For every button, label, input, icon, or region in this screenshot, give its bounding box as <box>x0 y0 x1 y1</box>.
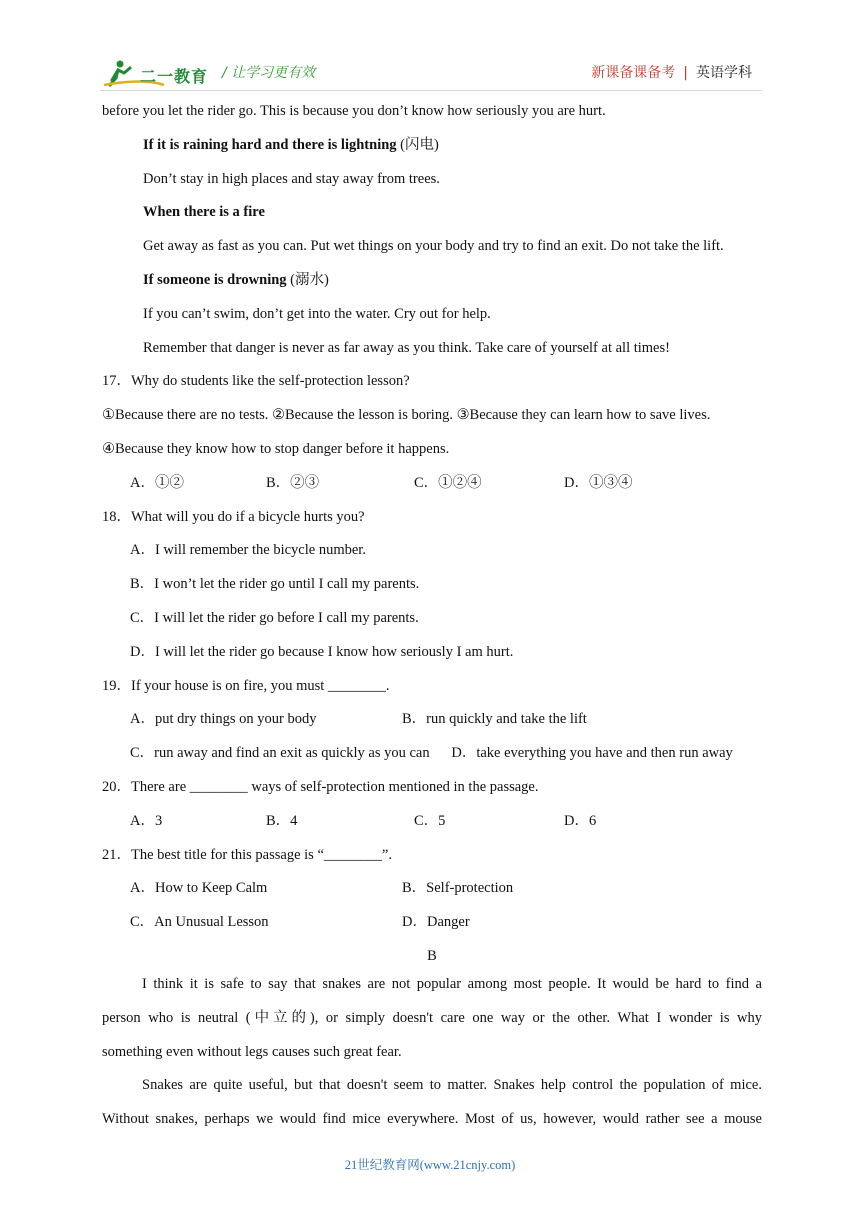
text-line: Get away as fast as you can. Put wet things on your body and try to find an exit. Do not take the lift. <box>143 238 724 255</box>
question-21-options-cd <box>102 914 762 948</box>
text-line: If you can’t swim, don’t get into the water. Cry out for help. <box>143 305 491 322</box>
text-line: Remember that danger is never as far away as you think. Take care of yourself at all times! <box>143 339 670 356</box>
option-c: C．run away and find an exit as quickly as you can <box>130 745 430 762</box>
option-c: C．5 <box>414 812 446 829</box>
question-19-stem: 19．If your house is on fire, you must ________. <box>102 677 390 694</box>
option-a: A．put dry things on your body <box>130 711 317 728</box>
option-b: B．Self-protection <box>402 880 514 897</box>
header-right <box>591 62 752 82</box>
option-d: D．①③④ <box>564 474 633 491</box>
question-19-options-ab <box>102 711 762 745</box>
question-21-stem: 21．The best title for this passage is “________”. <box>102 846 392 863</box>
page-header <box>0 0 860 96</box>
option-a: A．①② <box>130 474 184 491</box>
section-heading: B <box>427 947 437 964</box>
text-line: Don’t stay in high places and stay away from trees. <box>143 170 440 187</box>
logo-text: 二一教育 <box>140 67 209 86</box>
option-d: D．6 <box>564 812 597 829</box>
question-20-options <box>102 813 762 847</box>
subheading-drowning <box>102 272 762 306</box>
option-b: B．②③ <box>266 474 320 491</box>
header-divider <box>100 90 762 91</box>
option-a: A．How to Keep Calm <box>130 880 268 897</box>
page-footer: 21世纪教育网(www.21cnjy.com) <box>344 1158 516 1172</box>
option-c: C．①②④ <box>414 474 482 491</box>
subheading-lightning <box>102 137 762 171</box>
paragraph-line: person who is neutral (中立的), or simply doesn't care one way or the other. What I wonder is why <box>102 1009 762 1026</box>
option-b: B．I won’t let the rider go until I call my parents. <box>130 576 420 593</box>
question-20-stem: 20．There are ________ ways of self-protection mentioned in the passage. <box>102 778 539 795</box>
subheading-text: If it is raining hard and there is lightning <box>143 136 397 153</box>
option-a: A．I will remember the bicycle number. <box>130 542 366 559</box>
paragraph-line: Snakes are quite useful, but that doesn't seem to matter. Snakes help control the population of mice. <box>142 1077 762 1094</box>
subheading-text: If someone is drowning <box>143 271 287 288</box>
question-17-statements: ④Because they know how to stop danger before it happens. <box>102 440 450 457</box>
option-b: B．4 <box>266 812 298 829</box>
subheading-fire: When there is a fire <box>143 204 265 221</box>
question-19-options-cd <box>102 745 762 779</box>
option-a: A．3 <box>130 812 163 829</box>
paragraph-line: Without snakes, perhaps we would find mice everywhere. Most of us, however, would rather see a mouse <box>102 1111 762 1128</box>
option-c: C．I will let the rider go before I call my parents. <box>130 609 419 626</box>
document-body <box>102 103 762 1145</box>
header-subject-label: 英语学科 <box>696 65 752 81</box>
option-c: C．An Unusual Lesson <box>130 914 269 931</box>
text-line: before you let the rider go. This is because you don’t know how seriously you are hurt. <box>102 103 606 119</box>
option-d: D．Danger <box>402 914 470 931</box>
header-slogan: / 让学习更有效 <box>222 65 316 81</box>
question-17-statements: ①Because there are no tests. ②Because the lesson is boring. ③Because they can learn how to save lives. <box>102 407 711 424</box>
question-21-options-ab <box>102 880 762 914</box>
paragraph-line: I think it is safe to say that snakes are not popular among most people. It would be hard to find a <box>142 975 762 992</box>
gloss-text: (闪电) <box>396 136 439 153</box>
paragraph-line: something even without legs causes such great fear. <box>102 1043 402 1060</box>
header-separator: | <box>683 65 688 81</box>
question-17-stem: 17．Why do students like the self-protection lesson? <box>102 373 410 390</box>
question-18-stem: 18．What will you do if a bicycle hurts you? <box>102 508 365 525</box>
header-course-label: 新课备课备考 <box>591 65 676 81</box>
option-b: B．run quickly and take the lift <box>402 711 587 728</box>
question-17-options <box>102 475 762 509</box>
gloss-text: (溺水) <box>286 271 329 288</box>
option-d: D．I will let the rider go because I know how seriously I am hurt. <box>130 643 514 660</box>
option-d: D．take everything you have and then run away <box>451 745 733 762</box>
